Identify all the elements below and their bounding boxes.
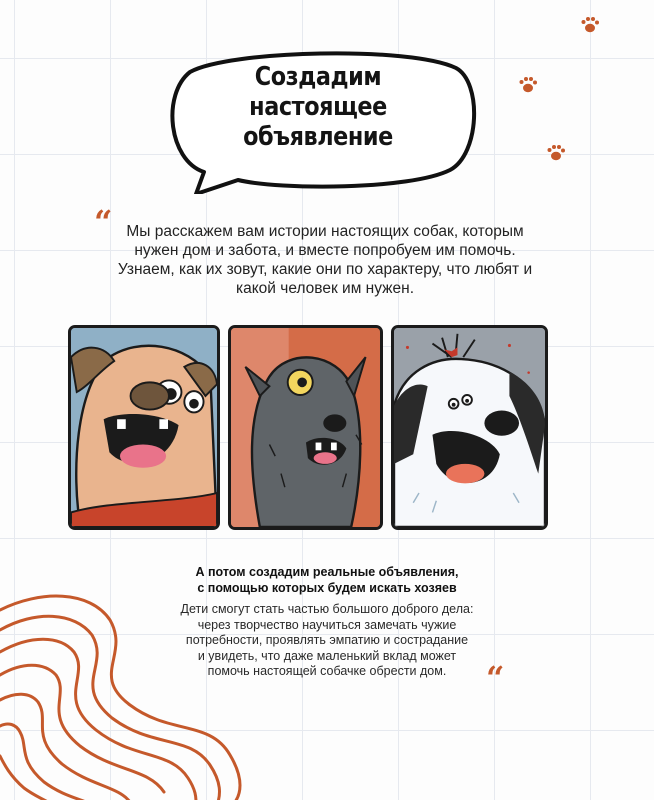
title-line: Создадим [254,62,382,92]
quote-mark-icon: “ [94,203,113,241]
body-paragraph [130,602,524,680]
intro-paragraph: Мы расскажем вам истории настоящих собак, которым нужен дом и забота, и вместе попробуем им помочь. Узнаем, как их зовут, какие они по характеру, что любят и какой человек им нужен. [117,223,533,297]
subheading-line: с помощью которых будем искать хозяев [197,581,457,595]
paw-print-icon [518,76,538,96]
pug-dog-illustration [68,325,220,530]
body-line: помочь настоящей собачке обрести дом. [207,664,447,678]
gray-shaggy-dog-illustration [228,325,383,530]
section-subheading [120,564,534,596]
body-line: Дети смогут стать частью большого доброго дела: [180,602,474,616]
body-line: и увидеть, что даже маленький вклад может [197,648,457,663]
body-line: через творчество научиться замечать чужие [197,617,457,632]
title-line: объявление [243,122,393,152]
paw-print-icon [580,16,600,36]
body-line: потребности, проявлять эмпатию и сострадание [185,633,469,647]
title-line: настоящее [249,92,387,122]
quote-mark-icon: “ [486,659,505,697]
subheading-line: А потом создадим реальные объявления, [195,565,459,579]
paw-print-icon [546,144,566,164]
white-fluffy-dog-illustration [391,325,548,530]
page-title [232,62,404,152]
